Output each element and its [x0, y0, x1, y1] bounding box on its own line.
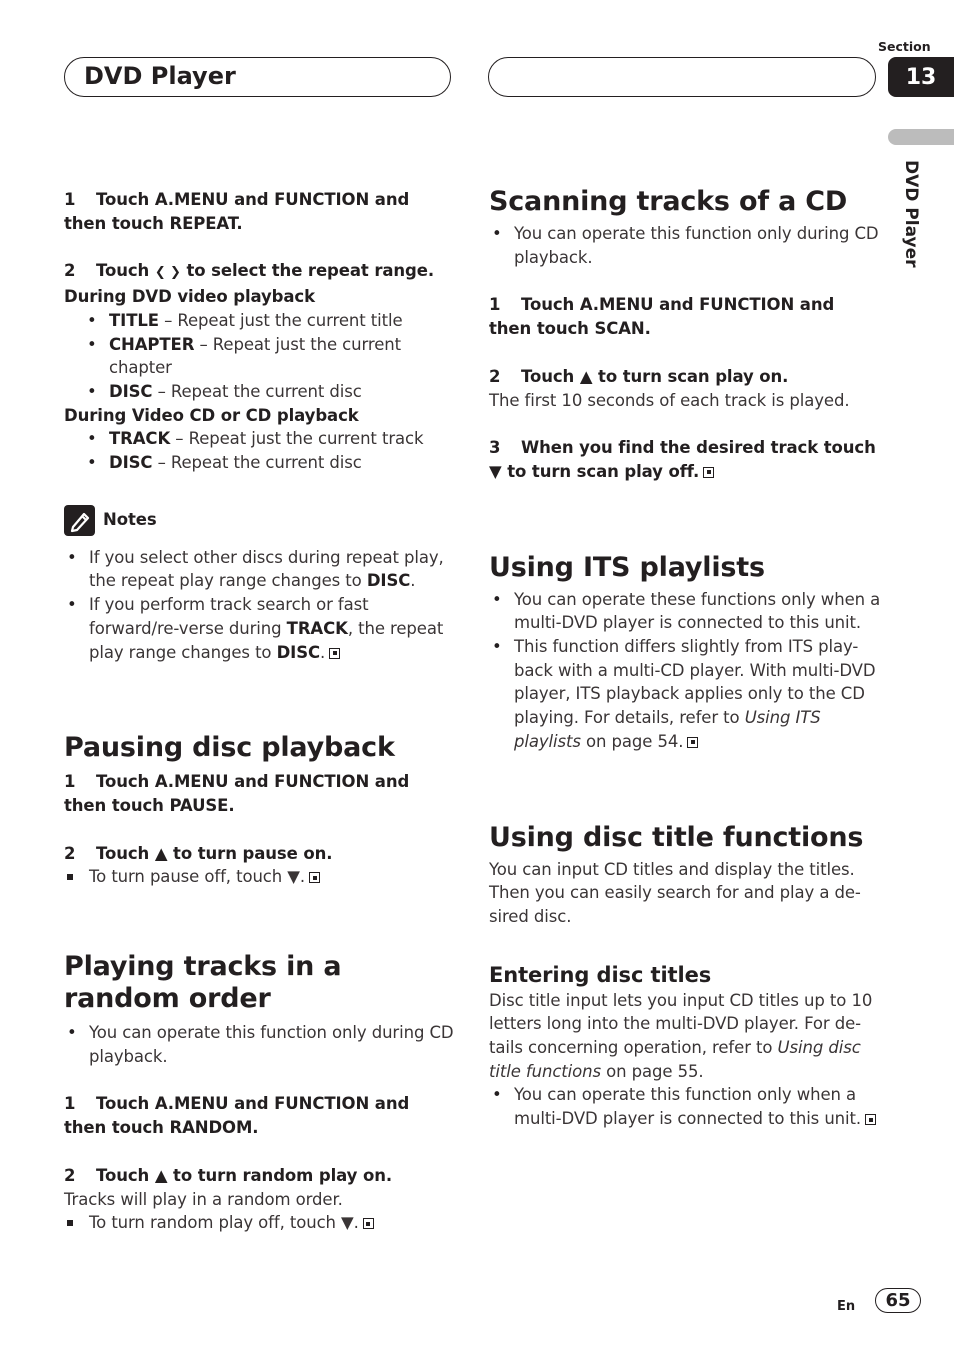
random-step-1: 1 Touch A.MENU and FUNCTION and then touch RANDOM. [64, 1094, 410, 1138]
pause-step-2: 2 Touch ▲ to turn pause on. [64, 843, 333, 863]
list-item: • CHAPTER – Repeat just the current chapter [84, 333, 456, 380]
section-label: Section [878, 39, 931, 54]
its-cross-reference: Using ITS playlists [514, 708, 821, 751]
random-note-list [64, 1211, 456, 1235]
pause-note-list [64, 865, 456, 889]
list-item: • This function differs slightly from ITS play-back with a multi-CD player. With multi-DVD player, ITS playback applies only to the CD playing. For details, refer to Using ITS playlists on page 54. [489, 635, 881, 754]
list-item: • If you perform track search or fast forward/re-verse during TRACK, the repeat play range changes to DISC. [64, 593, 456, 664]
notes-header [64, 505, 456, 536]
list-item: • DISC – Repeat the current disc [84, 451, 456, 475]
scan-bullet-list [489, 222, 881, 269]
scan-body: The first 10 seconds of each track is played. [489, 390, 850, 410]
footer-language: En [837, 1299, 856, 1314]
entering-titles-heading: Entering disc titles [489, 962, 712, 987]
random-step-2: 2 Touch ▲ to turn random play on. [64, 1165, 393, 1185]
end-mark-icon [309, 872, 320, 883]
end-mark-icon [865, 1114, 876, 1125]
side-chapter-label: DVD Player [901, 160, 921, 268]
end-mark-icon [329, 648, 340, 659]
page-header-title: DVD Player [84, 62, 236, 90]
scan-step-1: 1 Touch A.MENU and FUNCTION and then touch SCAN. [489, 295, 835, 339]
notes-pencil-icon [64, 505, 95, 536]
its-heading: Using ITS playlists [489, 551, 765, 583]
end-mark-icon [363, 1218, 374, 1229]
section-number: 13 [905, 64, 937, 90]
random-body: Tracks will play in a random order. [64, 1189, 343, 1209]
right-column [489, 186, 881, 1131]
list-item: • DISC – Repeat the current disc [84, 380, 456, 404]
end-mark-icon [703, 467, 714, 478]
list-item: • If you select other discs during repeat play, the repeat play range changes to DISC. [64, 546, 456, 593]
list-item: • You can operate this function only during CD playback. [64, 1021, 456, 1068]
repeat-step-2: 2 Touch ❮ ❯ to select the repeat range. [64, 261, 435, 281]
title-functions-body: You can input CD titles and display the titles. Then you can easily search for and play a de-sired disc. [489, 859, 861, 926]
entering-bullet-list [489, 1083, 881, 1130]
repeat-step-1: 1 Touch A.MENU and FUNCTION and then touch REPEAT. [64, 190, 410, 233]
side-tab-marker [888, 129, 954, 145]
random-heading: Playing tracks in a random order [64, 951, 342, 1015]
pause-step-1: 1 Touch A.MENU and FUNCTION and then touch PAUSE. [64, 772, 410, 815]
title-cross-reference: Using disc title functions [489, 1038, 861, 1081]
vcd-list [64, 427, 456, 474]
entering-titles-body: Disc title input lets you input CD titles up to 10 letters long into the multi-DVD player. For de-tails concerning operation, refer to Using disc title functions on page 55. [489, 990, 873, 1081]
list-item: • You can operate these functions only when a multi-DVD player is connected to this unit. [489, 588, 881, 635]
notes-title: Notes [103, 510, 157, 530]
notes-list [64, 546, 456, 665]
header-blank-frame [488, 57, 876, 97]
page-number: 65 [885, 1290, 911, 1311]
scan-step-3: 3 When you find the desired track touch ▼ to turn scan play off. [489, 438, 876, 481]
dvd-video-heading: During DVD video playback [64, 287, 315, 307]
scan-step-2: 2 Touch ▲ to turn scan play on. [489, 366, 789, 386]
pause-heading: Pausing disc playback [64, 732, 395, 764]
list-item: • You can operate this function only when a multi-DVD player is connected to this unit. [489, 1083, 881, 1130]
its-bullet-list [489, 588, 881, 754]
end-mark-icon [687, 737, 698, 748]
section-number-badge [888, 57, 954, 97]
list-item: • You can operate this function only during CD playback. [489, 222, 881, 269]
vcd-heading: During Video CD or CD playback [64, 405, 359, 425]
list-item: To turn random play off, touch ▼. [64, 1211, 456, 1235]
left-column [64, 188, 456, 1235]
dvd-video-list [64, 309, 456, 404]
page-number-badge [875, 1288, 921, 1313]
repeat-range-arrows-icon: ❮ ❯ [154, 265, 181, 281]
list-item: • TITLE – Repeat just the current title [84, 309, 456, 333]
scan-heading: Scanning tracks of a CD [489, 186, 848, 217]
title-functions-heading: Using disc title functions [489, 821, 864, 853]
list-item: • TRACK – Repeat just the current track [84, 427, 456, 451]
random-bullet-list [64, 1021, 456, 1068]
list-item: To turn pause off, touch ▼. [64, 865, 456, 889]
